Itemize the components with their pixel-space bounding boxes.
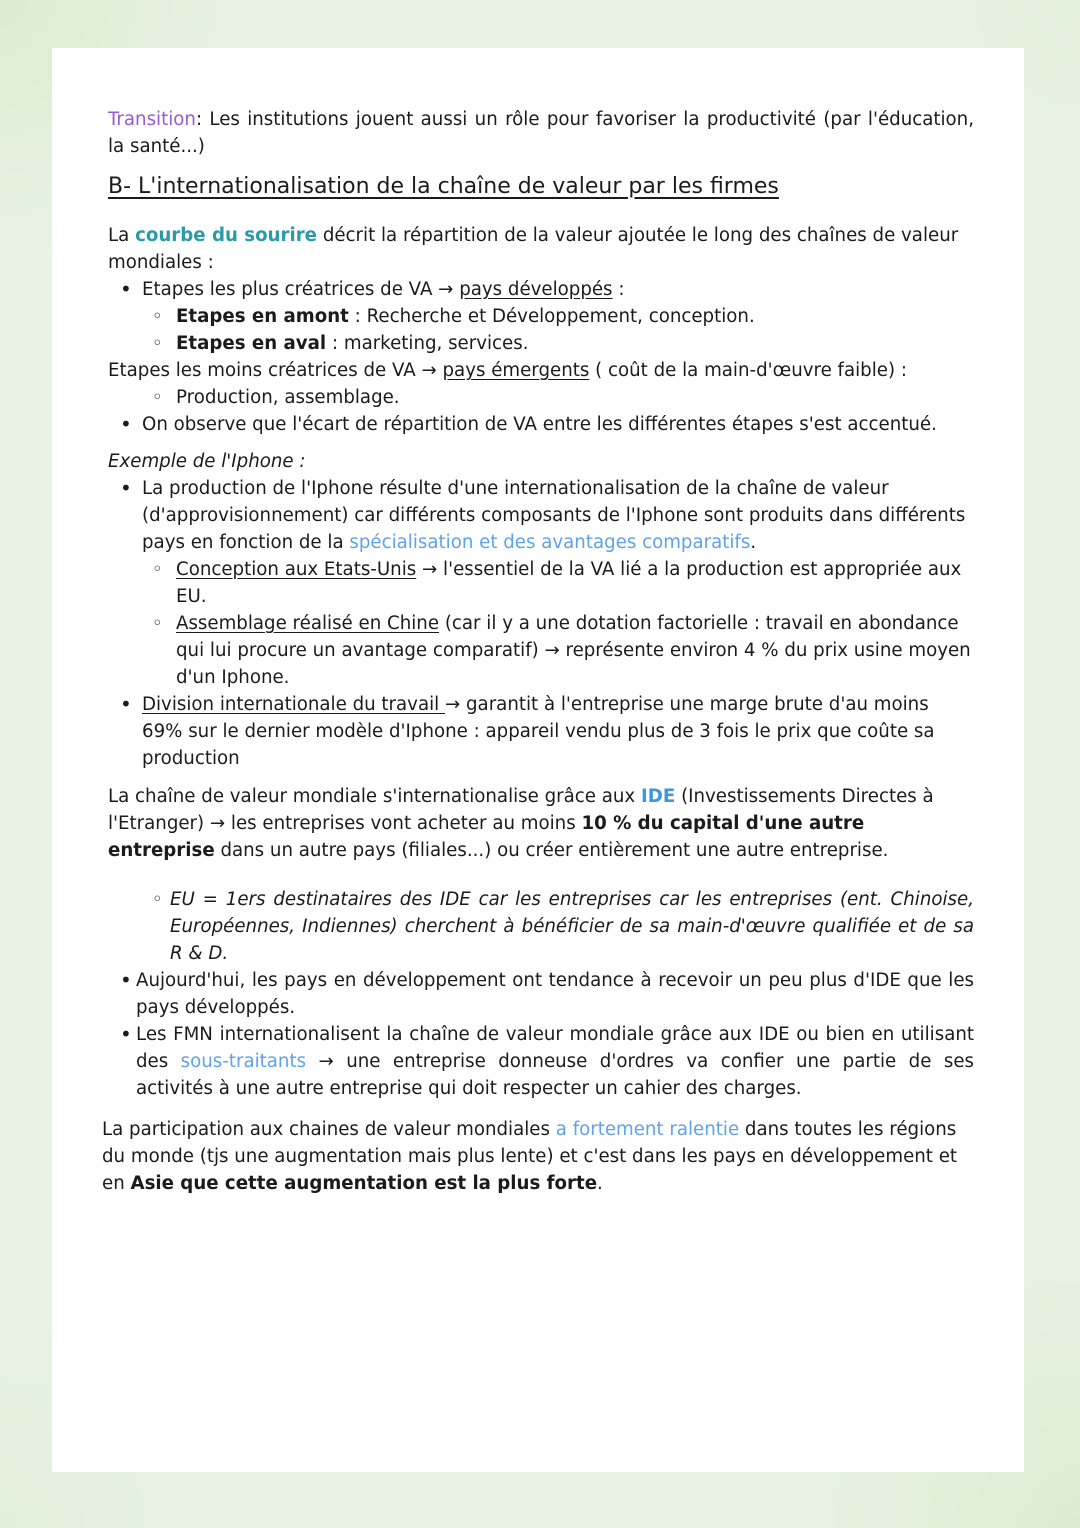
least-creative-paragraph (108, 357, 974, 384)
list-item: • Aujourd'hui, les pays en développement ont tendance à recevoir un peu plus d'IDE que les pays développés. (108, 967, 974, 1021)
assembly-china-text: (car il y a une dotation factorielle : travail en abondance qui lui procure un avantage comparatif) → représente environ 4 % du prix usine moyen d'un Iphone. (176, 613, 971, 688)
list-item (108, 610, 974, 691)
ide-middle: (Investissements Directes à l'Etranger) → les entreprises vont acheter au moins (108, 786, 934, 834)
upstream-text: : Recherche et Développement, conception. (348, 306, 755, 327)
conclusion-bold: Asie que cette augmentation est la plus forte (130, 1173, 598, 1194)
transition-paragraph (108, 106, 974, 160)
assembly-china-link: Assemblage réalisé en Chine (176, 613, 440, 634)
document-content (102, 106, 974, 1197)
ide-bold: 10 % du capital d'une autre entreprise (108, 813, 865, 861)
most-creative-text: Etapes les plus créatrices de VA → (142, 279, 460, 300)
list-item: ◦ Production, assemblage. (108, 384, 974, 411)
fmn-prefix: Les FMN internationalisent la chaîne de valeur mondiale grâce aux IDE ou bien en utilisant des (136, 1024, 974, 1072)
conclusion-prefix: La participation aux chaines de valeur mondiales (102, 1119, 556, 1140)
smile-curve-prefix: La (108, 225, 136, 246)
iphone-intro: La production de l'Iphone résulte d'une internationalisation de la chaîne de valeur (d'approvisionnement) car différents composants de l'Iphone sont produits dans différents pays en fonction de la (142, 478, 966, 553)
upstream-label: Etapes en amont (176, 306, 349, 327)
list-item (108, 475, 974, 556)
list-item: • On observe que l'écart de répartition de VA entre les différentes étapes s'est accentué. (108, 411, 974, 438)
list-item (108, 556, 974, 610)
list-item (108, 691, 974, 772)
most-creative-tail: : (612, 279, 625, 300)
section-heading: B- L'internationalisation de la chaîne de valeur par les firmes (108, 174, 779, 199)
design-usa-link: Conception aux Etats-Unis (176, 559, 417, 580)
conclusion-middle: dans toutes les régions du monde (tjs une augmentation mais plus lente) et c'est dans les pays en développement et en (102, 1119, 958, 1194)
downstream-text: : marketing, services. (326, 333, 529, 354)
ide-prefix: La chaîne de valeur mondiale s'internationalise grâce aux (108, 786, 641, 807)
stages-list-2 (108, 384, 974, 438)
list-item (108, 276, 974, 303)
ide-paragraph (108, 783, 974, 864)
division-of-labour-link: Division internationale du travail (142, 694, 445, 715)
list-item (108, 330, 974, 357)
ide-list (108, 886, 974, 1102)
ide-term: IDE (640, 786, 676, 807)
least-creative-tail: ( coût de la main-d'œuvre faible) : (589, 360, 907, 381)
emerging-countries-link: pays émergents (442, 360, 590, 381)
stages-list (108, 276, 974, 357)
specialization-highlight: spécialisation et des avantages comparatifs (349, 532, 751, 553)
least-creative-text: Etapes les moins créatrices de VA → (108, 360, 443, 381)
list-item: ◦ EU = 1ers destinataires des IDE car les entreprises car les entreprises (ent. Chinoise, Européennes, Indiennes) cherchent à bénéficier de sa main-d'œuvre qualifiée et de sa R & D. (108, 886, 974, 967)
conclusion-paragraph (102, 1116, 974, 1197)
fmn-suffix: → une entreprise donneuse d'ordres va confier une partie de ses activités à une autre entreprise qui doit respecter un cahier des charges. (136, 1051, 974, 1099)
transition-text: : Les institutions jouent aussi un rôle pour favoriser la productivité (par l'éducation, la santé...) (108, 109, 974, 157)
conclusion-end: . (597, 1173, 603, 1194)
smile-curve-paragraph (108, 222, 974, 276)
developed-countries-link: pays développés (459, 279, 613, 300)
ide-suffix: dans un autre pays (filiales...) ou créer entièrement une autre entreprise. (214, 840, 889, 861)
iphone-intro-end: . (750, 532, 757, 553)
iphone-list (108, 475, 974, 772)
smile-curve-term: courbe du sourire (135, 225, 318, 246)
document-page (52, 48, 1024, 1472)
design-usa-text: → l'essentiel de la VA lié a la production est appropriée aux EU. (176, 559, 962, 607)
conclusion-highlight: a fortement ralentie (555, 1119, 740, 1140)
subcontractors-term: sous-traitants (180, 1051, 307, 1072)
list-item (108, 303, 974, 330)
smile-curve-suffix: décrit la répartition de la valeur ajoutée le long des chaînes de valeur mondiales : (108, 225, 959, 273)
list-item (108, 1021, 974, 1102)
downstream-label: Etapes en aval (176, 333, 327, 354)
transition-label: Transition (108, 109, 196, 130)
division-of-labour-text: → garantit à l'entreprise une marge brute d'au moins 69% sur le dernier modèle d'Iphone : appareil vendu plus de 3 fois le prix que coûte sa production (142, 694, 935, 769)
iphone-example-title: Exemple de l'Iphone : (108, 451, 306, 472)
